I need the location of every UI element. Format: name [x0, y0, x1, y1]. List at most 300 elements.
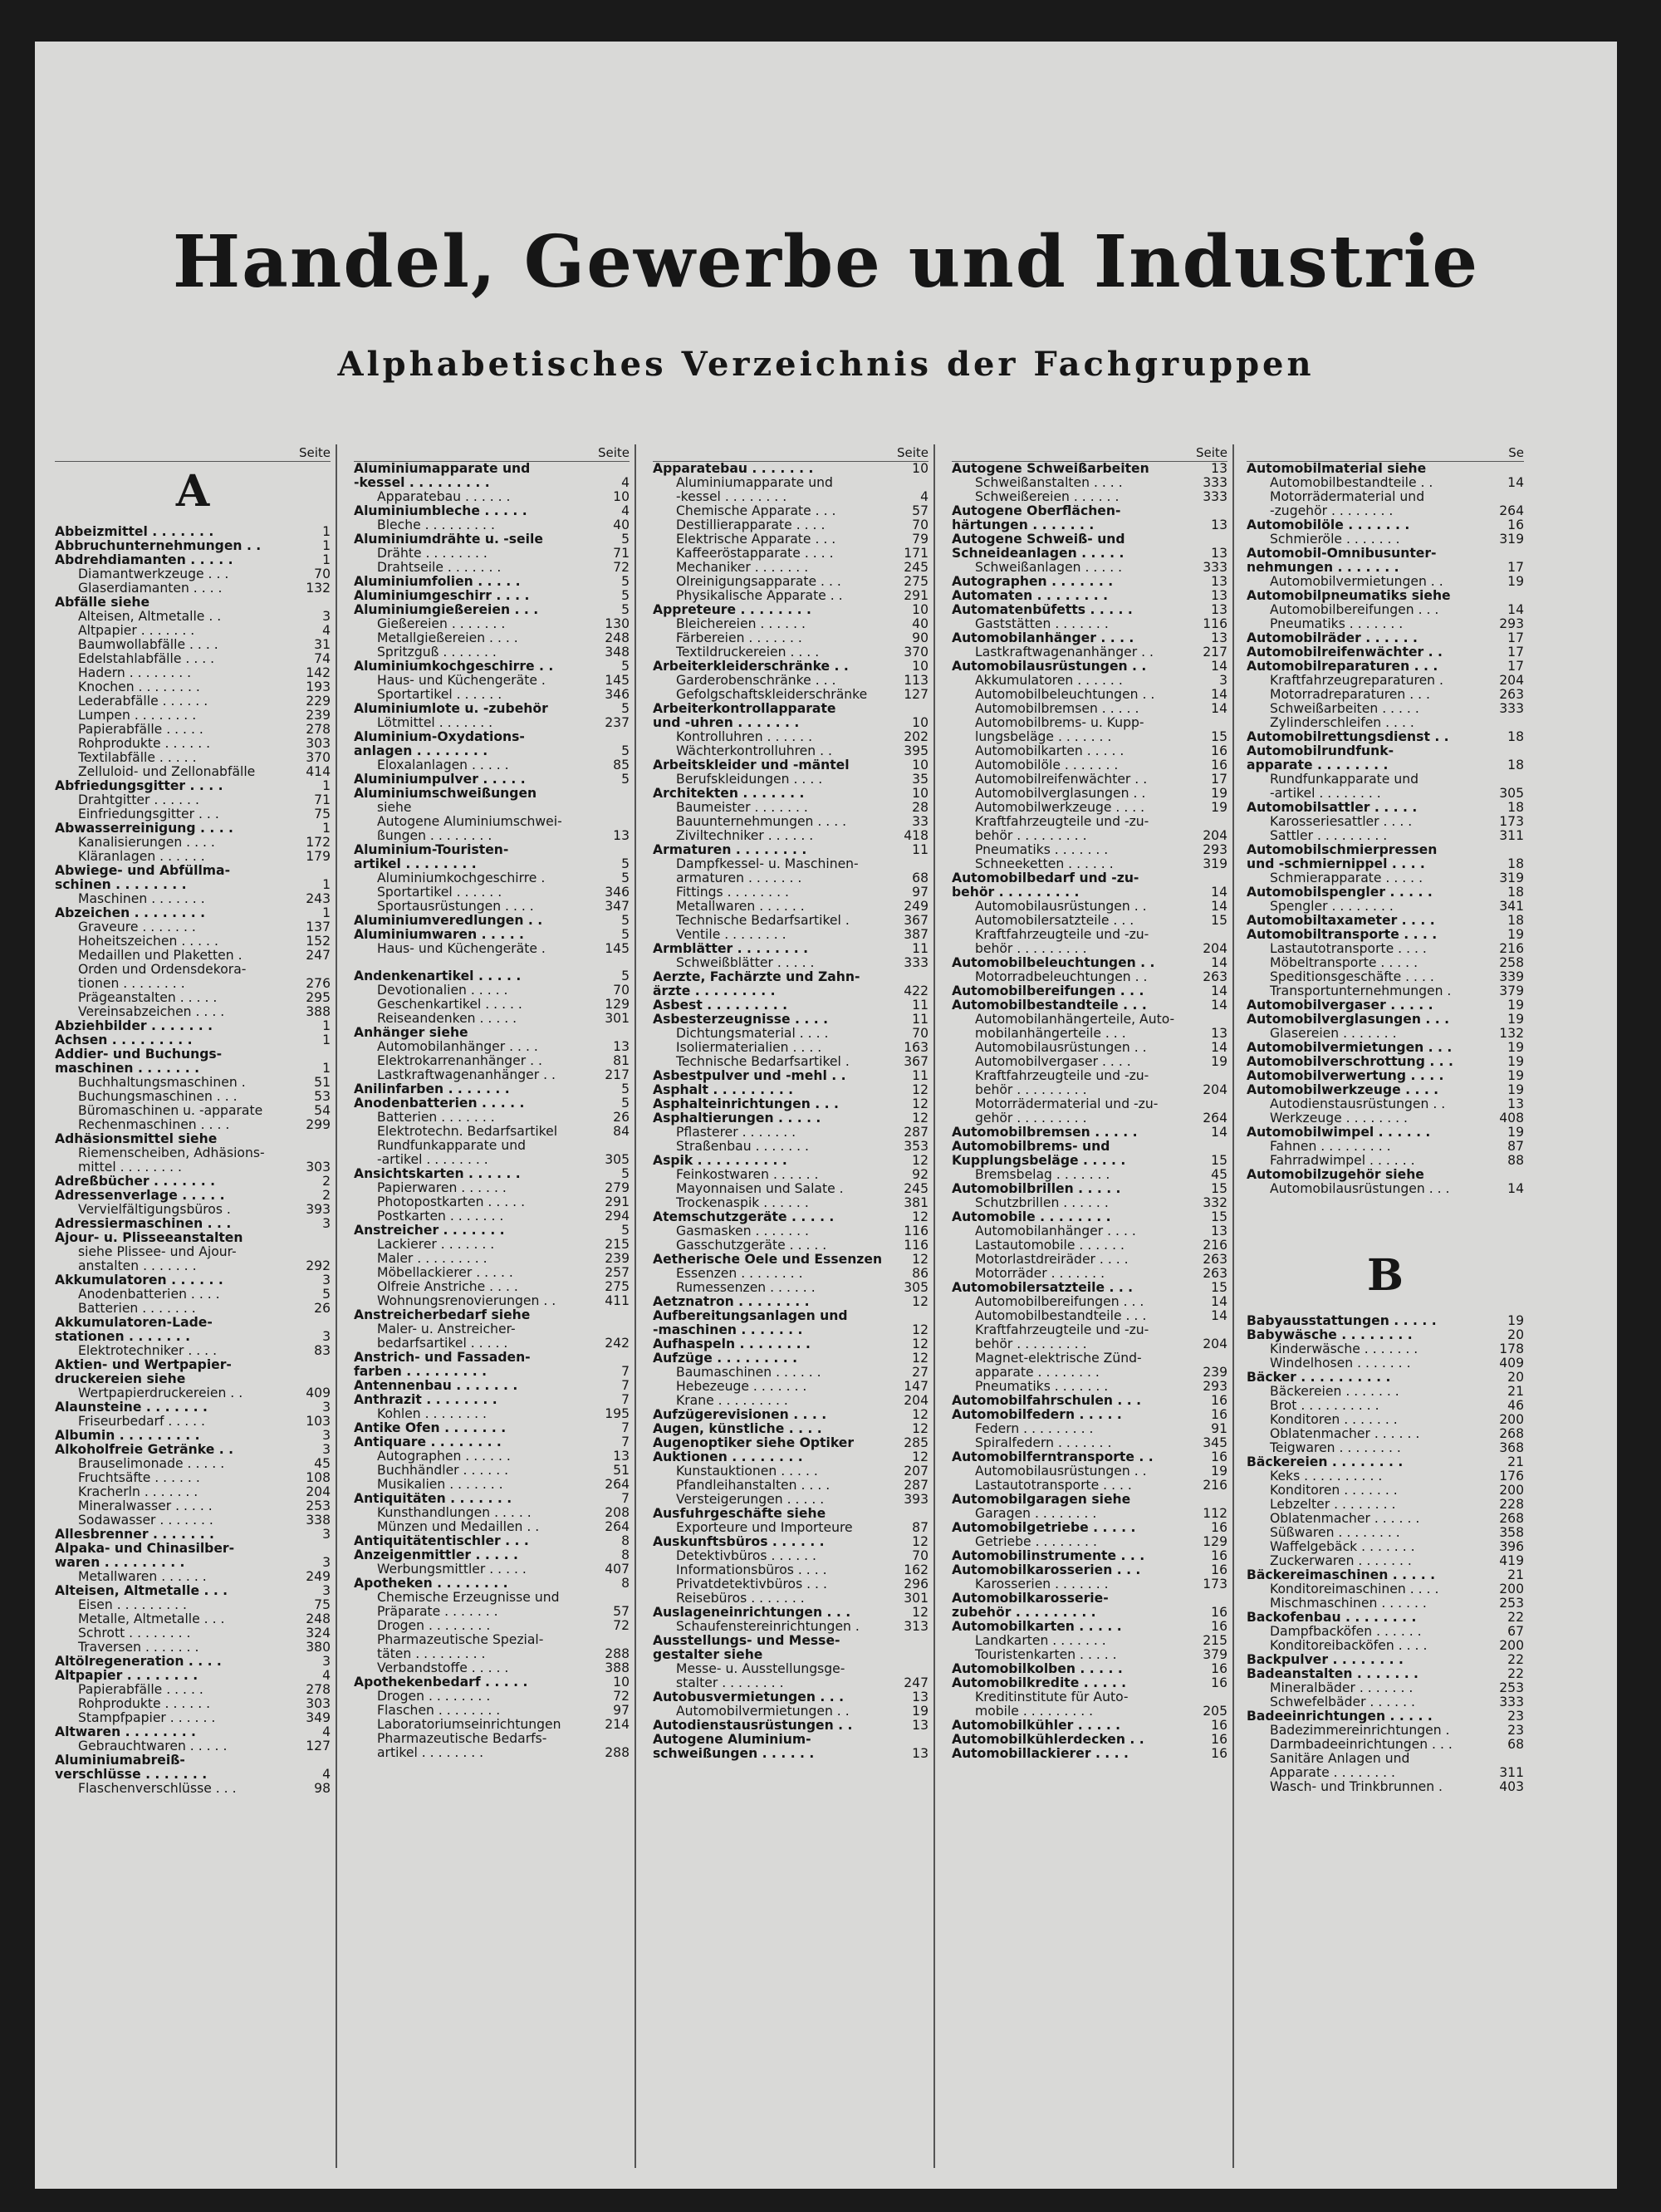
index-heading-entry: [952, 998, 1227, 1013]
index-sub-entry: [55, 1386, 331, 1400]
index-sub-entry: [354, 1294, 630, 1308]
index-heading-entry: [1247, 1069, 1524, 1083]
page-number: 18: [1507, 800, 1524, 815]
entry-label: Arbeitskleider und -mäntel: [653, 758, 850, 772]
page-number: 15: [1211, 729, 1227, 744]
entry-label: Automobilzugehör siehe: [1247, 1168, 1424, 1182]
entry-label: Automobilsattler . . . . .: [1247, 801, 1418, 815]
entry-label: Automobilrettungsdienst . .: [1247, 730, 1449, 744]
index-sub-entry: [952, 1436, 1227, 1450]
entry-label: Aufhaspeln . . . . . . . .: [653, 1337, 811, 1351]
page-number: 5: [621, 772, 630, 787]
index-sub-entry: [354, 674, 630, 688]
page-number: 1: [322, 524, 331, 539]
entry-label: Automobilausrüstungen . . .: [1270, 1182, 1450, 1196]
entry-label: Sanitäre Anlagen und: [1270, 1752, 1410, 1766]
index-sub-entry: [952, 1055, 1227, 1069]
index-sub-entry: [653, 1479, 928, 1493]
entry-label: Elektrokarrenanhänger . .: [377, 1054, 543, 1068]
page-number: 18: [1507, 758, 1524, 772]
page-number: 19: [1507, 1125, 1524, 1140]
page-number: 11: [912, 998, 928, 1013]
entry-label: Anhänger siehe: [354, 1026, 468, 1040]
entry-label: Dampfkessel- u. Maschinen-: [676, 857, 859, 871]
page-number: 5: [621, 969, 630, 983]
page-number: 1: [322, 538, 331, 553]
entry-label: Allesbrenner . . . . . . .: [55, 1528, 214, 1542]
index-sub-entry: [1247, 1766, 1524, 1780]
page-number: 12: [912, 1351, 928, 1366]
entry-label: Automobilbeleuchtungen . .: [952, 956, 1155, 970]
entry-label: Aluminiumfolien . . . . .: [354, 575, 521, 589]
page-number: 5: [621, 588, 630, 603]
page-number: 292: [306, 1258, 331, 1273]
entry-label: Photopostkarten . . . . .: [377, 1195, 526, 1209]
entry-label: Fahrradwimpel . . . . . .: [1270, 1154, 1415, 1168]
page-number: 20: [1507, 1327, 1524, 1342]
entry-label: Dichtungsmaterial . . . .: [676, 1027, 829, 1041]
index-heading-entry: [55, 1231, 331, 1245]
entry-label: Aktien- und Wertpapier-: [55, 1358, 232, 1372]
entry-label: Reisebüros . . . . . . .: [676, 1592, 805, 1606]
index-sub-entry: [55, 737, 331, 751]
index-heading-entry: [55, 1584, 331, 1598]
entry-label: lungsbeläge . . . . . . .: [975, 730, 1112, 744]
entry-label: Altpapier . . . . . . .: [78, 624, 195, 638]
entry-label: Buchhaltungsmaschinen .: [78, 1076, 246, 1090]
index-heading-entry: [653, 970, 928, 984]
page-number: 293: [1203, 842, 1227, 857]
index-sub-entry: [653, 645, 928, 660]
index-sub-entry: [952, 702, 1227, 716]
index-heading-entry: [354, 1308, 630, 1322]
entry-label: Magnet-elektrische Zünd-: [975, 1351, 1142, 1366]
page-number: 215: [605, 1237, 630, 1252]
entry-label: Augen, künstliche . . . .: [653, 1422, 822, 1436]
page-number: 305: [1499, 786, 1524, 801]
entry-label: Aluminiumgießereien . . .: [354, 603, 539, 617]
index-sub-entry: [952, 1238, 1227, 1253]
entry-label: Automobilferntransporte . .: [952, 1450, 1154, 1464]
page-number: 1: [322, 877, 331, 892]
page-number: 85: [613, 758, 630, 772]
page-number: 422: [904, 983, 928, 998]
page-number: 216: [1203, 1478, 1227, 1493]
page-number: 347: [605, 899, 630, 914]
index-sub-entry: [952, 1507, 1227, 1521]
page-number: 249: [904, 899, 928, 914]
page-number: 20: [1507, 1370, 1524, 1385]
entry-label: Bäckereien . . . . . . .: [1270, 1385, 1399, 1399]
index-heading-entry: [55, 906, 331, 920]
entry-label: Wertpapierdruckereien . .: [78, 1386, 243, 1400]
entry-label: Dampfbacköfen . . . . . .: [1270, 1625, 1422, 1639]
entry-label: Automobilverglasungen . . .: [1247, 1013, 1449, 1027]
page-number: 379: [1203, 1647, 1227, 1662]
entry-label: Sodawasser . . . . . . .: [78, 1513, 213, 1528]
entry-label: Wohnungsrenovierungen . .: [377, 1294, 556, 1308]
page-number: 204: [1203, 1082, 1227, 1097]
index-heading-entry: [1247, 1314, 1524, 1328]
index-heading-entry: [354, 1379, 630, 1393]
index-heading-entry: [55, 1556, 331, 1570]
entry-label: Feinkostwaren . . . . . .: [676, 1168, 819, 1182]
index-heading-entry: [354, 1675, 630, 1690]
index-sub-entry: [952, 744, 1227, 758]
page-number: 68: [912, 871, 928, 885]
entry-label: Kraftfahrzeugteile und -zu-: [975, 928, 1149, 942]
index-heading-entry: [653, 1309, 928, 1323]
entry-label: Kanalisierungen . . . .: [78, 836, 215, 850]
page-number: 116: [1203, 616, 1227, 631]
index-heading-entry: [354, 660, 630, 674]
entry-label: Exporteure und Importeure: [676, 1521, 853, 1535]
index-heading-entry: [1247, 1667, 1524, 1681]
page-number: 396: [1499, 1539, 1524, 1554]
page-number: 16: [1211, 1449, 1227, 1464]
entry-label: Ventile . . . . . . . .: [676, 928, 786, 942]
page-number: 268: [1499, 1511, 1524, 1526]
entry-label: -artikel . . . . . . . .: [1270, 787, 1381, 801]
index-heading-entry: [55, 1725, 331, 1739]
page-number: 248: [605, 630, 630, 645]
index-heading-entry: [653, 1295, 928, 1309]
entry-label: Atemschutzgeräte . . . . .: [653, 1210, 835, 1224]
entry-label: Autogene Oberflächen-: [952, 504, 1121, 518]
entry-label: Kunsthandlungen . . . . .: [377, 1506, 532, 1520]
entry-label: Batterien . . . . . . .: [377, 1111, 495, 1125]
entry-label: Schweißereien . . . . . .: [975, 490, 1120, 504]
page-number: 237: [605, 715, 630, 730]
page-number: 204: [306, 1484, 331, 1499]
entry-label: Fittings . . . . . . . .: [676, 885, 789, 900]
index-sub-entry: [55, 1570, 331, 1584]
page-number: 341: [1499, 899, 1524, 914]
page-number: 116: [904, 1238, 928, 1253]
page-number: 12: [912, 1407, 928, 1422]
entry-label: Autogene Aluminium-: [653, 1733, 811, 1747]
page-number: 152: [306, 934, 331, 949]
page-number: 288: [605, 1745, 630, 1760]
index-heading-entry: [952, 603, 1227, 617]
entry-label: Anstreicherbedarf siehe: [354, 1308, 531, 1322]
entry-label: verschlüsse . . . . . . .: [55, 1768, 208, 1782]
entry-label: Automobilersatzteile . . .: [975, 914, 1134, 928]
index-sub-entry: [952, 1196, 1227, 1210]
page-number: 264: [1499, 503, 1524, 518]
index-sub-entry: [354, 1181, 630, 1195]
entry-label: Lötmittel . . . . . . .: [377, 716, 493, 730]
entry-label: Vereinsabzeichen . . . .: [78, 1005, 225, 1019]
page-number: 84: [613, 1124, 630, 1139]
page-number: 5: [621, 871, 630, 885]
index-sub-entry: [1247, 1385, 1524, 1399]
page-number: 172: [306, 835, 331, 850]
page-number: 16: [1211, 1675, 1227, 1690]
page-number: 16: [1211, 1605, 1227, 1620]
index-heading-entry: [55, 1542, 331, 1556]
page-number: 5: [621, 602, 630, 617]
index-heading-entry: [653, 843, 928, 857]
entry-label: Abbeizmittel . . . . . . .: [55, 525, 214, 539]
page-number: 97: [613, 1703, 630, 1718]
page-number: 83: [314, 1343, 331, 1358]
page-number: 311: [1499, 1765, 1524, 1780]
page-number: 21: [1507, 1567, 1524, 1582]
index-sub-entry: [653, 1521, 928, 1535]
index-sub-entry: [1247, 617, 1524, 631]
page-number: 14: [1507, 1181, 1524, 1196]
page-number: 162: [904, 1562, 928, 1577]
entry-label: Karosseriesattler . . . .: [1270, 815, 1413, 829]
index-sub-entry: [952, 476, 1227, 490]
page-number: 14: [1211, 687, 1227, 702]
entry-label: Automatenbüfetts . . . . .: [952, 603, 1133, 617]
page-number: 1: [322, 778, 331, 793]
index-sub-entry: [653, 1563, 928, 1577]
index-sub-entry: [354, 1252, 630, 1266]
page-number: 19: [1507, 1040, 1524, 1055]
entry-label: Lackierer . . . . . . .: [377, 1238, 495, 1252]
index-sub-entry: [952, 970, 1227, 984]
page-number: 19: [1507, 1313, 1524, 1328]
index-heading-entry: [653, 716, 928, 730]
entry-label: Messe- u. Ausstellungsge-: [676, 1662, 845, 1676]
index-heading-entry: [55, 1528, 331, 1542]
index-sub-entry: [952, 787, 1227, 801]
page-number: 16: [1211, 1393, 1227, 1408]
entry-label: Zuckerwaren . . . . . . .: [1270, 1554, 1412, 1568]
page-number: 403: [1499, 1779, 1524, 1794]
entry-label: Möbellackierer . . . . .: [377, 1266, 513, 1280]
entry-label: Ziviltechniker . . . . . .: [676, 829, 814, 843]
entry-label: Aluminium-Oxydations-: [354, 730, 525, 744]
entry-label: -kessel . . . . . . . . .: [354, 476, 490, 490]
entry-label: Automobilinstrumente . . .: [952, 1549, 1145, 1563]
page-number: 1: [322, 552, 331, 567]
entry-label: Automobilbestandteile . .: [1270, 476, 1433, 490]
index-heading-entry: [653, 1154, 928, 1168]
index-heading-entry: [354, 504, 630, 518]
index-heading-entry: [55, 1372, 331, 1386]
page-number: 3: [322, 1442, 331, 1457]
index-heading-entry: [354, 914, 630, 928]
index-sub-entry: [952, 1013, 1227, 1027]
page-number: 353: [904, 1139, 928, 1154]
entry-label: Hadern . . . . . . . .: [78, 666, 192, 680]
page-number: 54: [314, 1103, 331, 1118]
index-heading-entry: [354, 1224, 630, 1238]
page-number: 228: [1499, 1497, 1524, 1512]
entry-label: Automobilöle . . . . . . .: [1247, 518, 1410, 532]
page-number: 418: [904, 828, 928, 843]
page-number: 12: [912, 1082, 928, 1097]
entry-label: gehör . . . . . . . . .: [975, 1111, 1087, 1126]
index-sub-entry: [354, 1746, 630, 1760]
entry-label: nehmungen . . . . . . .: [1247, 561, 1399, 575]
page-number: 409: [1499, 1356, 1524, 1371]
index-sub-entry: [1247, 942, 1524, 956]
column-header: Seite: [55, 444, 331, 462]
entry-label: Verbandstoffe . . . . .: [377, 1661, 509, 1675]
page-number: 3: [322, 1329, 331, 1344]
page-number: 2: [322, 1188, 331, 1203]
page-number: 3: [322, 1583, 331, 1598]
index-sub-entry: [354, 900, 630, 914]
entry-label: Lederabfälle . . . . . .: [78, 694, 208, 709]
entry-label: Apothekenbedarf . . . . .: [354, 1675, 528, 1690]
index-sub-entry: [55, 1118, 331, 1132]
entry-label: Motorradreparaturen . . .: [1270, 688, 1431, 702]
entry-label: Kohlen . . . . . . . .: [377, 1407, 487, 1421]
index-heading-entry: [1247, 1083, 1524, 1097]
entry-label: Metallgießereien . . . .: [377, 631, 518, 645]
index-sub-entry: [653, 1676, 928, 1690]
index-column-5: [1243, 444, 1529, 2168]
entry-label: Augenoptiker siehe Optiker: [653, 1436, 855, 1450]
entry-label: Automobilkühler . . . . .: [952, 1719, 1121, 1733]
entry-label: Altpapier . . . . . . . .: [55, 1669, 198, 1683]
index-sub-entry: [354, 801, 630, 815]
index-sub-entry: [653, 1592, 928, 1606]
entry-label: Buchungsmaschinen . . .: [78, 1090, 238, 1104]
page-number: 303: [306, 1160, 331, 1175]
entry-label: Flaschen . . . . . . . .: [377, 1704, 501, 1718]
index-heading-entry: [55, 1175, 331, 1189]
page-number: 46: [1507, 1398, 1524, 1413]
entry-label: Asphalteinrichtungen . . .: [653, 1097, 839, 1111]
index-sub-entry: [653, 1549, 928, 1563]
page-number: 17: [1507, 560, 1524, 575]
entry-label: mittel . . . . . . . .: [78, 1160, 182, 1175]
index-sub-entry: [55, 836, 331, 850]
entry-label: Drogen . . . . . . . .: [377, 1619, 491, 1633]
entry-label: Münzen und Medaillen . .: [377, 1520, 540, 1534]
page-number: 305: [605, 1152, 630, 1167]
entry-label: Pflasterer . . . . . . .: [676, 1126, 796, 1140]
entry-label: Alteisen, Altmetalle . .: [78, 610, 222, 624]
index-sub-entry: [1247, 1097, 1524, 1111]
page-number: 216: [1499, 941, 1524, 956]
entry-label: Asbesterzeugnisse . . . .: [653, 1013, 829, 1027]
index-sub-entry: [1247, 504, 1524, 518]
page-number: 13: [1211, 602, 1227, 617]
entry-label: Anodenbatterien . . . . .: [354, 1096, 525, 1111]
page-number: 17: [1507, 630, 1524, 645]
entry-label: behör . . . . . . . . .: [975, 1083, 1087, 1097]
index-sub-entry: [55, 991, 331, 1005]
index-heading-entry: [952, 1606, 1227, 1620]
entry-label: -maschinen . . . . . . .: [653, 1323, 803, 1337]
page-number: 22: [1507, 1652, 1524, 1667]
entry-label: härtungen . . . . . . .: [952, 518, 1095, 532]
entry-label: Keks . . . . . . . . . .: [1270, 1469, 1383, 1484]
entry-label: Darmbadeeinrichtungen . . .: [1270, 1738, 1453, 1752]
page-number: 13: [613, 1449, 630, 1464]
index-sub-entry: [1247, 787, 1524, 801]
entry-label: Lebzelter . . . . . . . .: [1270, 1498, 1396, 1512]
entry-label: Sportartikel . . . . . .: [377, 688, 502, 702]
index-sub-entry: [55, 1090, 331, 1104]
page-number: 217: [1203, 645, 1227, 660]
entry-label: Isoliermaterialien . . . .: [676, 1041, 822, 1055]
index-heading-entry: [354, 1577, 630, 1591]
page-number: 13: [1211, 517, 1227, 532]
index-heading-entry: [952, 532, 1227, 547]
index-sub-entry: [653, 1267, 928, 1281]
page-number: 5: [621, 743, 630, 758]
index-heading-entry: [55, 1047, 331, 1062]
index-sub-entry: [952, 843, 1227, 857]
page-number: 217: [605, 1067, 630, 1082]
page-number: 19: [1507, 574, 1524, 589]
entry-label: Baumeister . . . . . . .: [676, 801, 808, 815]
page-number: 86: [912, 1266, 928, 1281]
index-heading-entry: [1247, 518, 1524, 532]
page-number: 296: [904, 1577, 928, 1592]
page-number: 19: [1507, 927, 1524, 942]
index-sub-entry: [354, 1139, 630, 1153]
index-sub-entry: [653, 871, 928, 885]
entry-label: Anstrich- und Fassaden-: [354, 1351, 531, 1365]
entry-label: gestalter siehe: [653, 1648, 763, 1662]
index-heading-entry: [1247, 758, 1524, 772]
entry-label: Pharmazeutische Spezial-: [377, 1633, 544, 1647]
index-sub-entry: [354, 1704, 630, 1718]
index-sub-entry: [653, 532, 928, 547]
index-heading-entry: [952, 1450, 1227, 1464]
page-number: 13: [912, 1690, 928, 1704]
index-sub-entry: [653, 885, 928, 900]
entry-label: Abbruchunternehmungen . .: [55, 539, 262, 553]
entry-label: Motorrädermaterial und -zu-: [975, 1097, 1159, 1111]
index-sub-entry: [952, 1690, 1227, 1704]
entry-label: Lastautotransporte . . . .: [975, 1479, 1132, 1493]
page-number: 409: [306, 1386, 331, 1400]
index-sub-entry: [55, 1683, 331, 1697]
entry-label: Garagen . . . . . . . .: [975, 1507, 1097, 1521]
index-sub-entry: [653, 1577, 928, 1592]
page-number: 13: [1211, 461, 1227, 476]
index-sub-entry: [1247, 716, 1524, 730]
entry-label: Wasch- und Trinkbrunnen .: [1270, 1780, 1443, 1794]
entry-label: Aluminiumapparate und: [676, 476, 833, 490]
entry-label: Antennenbau . . . . . . .: [354, 1379, 518, 1393]
page-number: 17: [1507, 645, 1524, 660]
entry-label: mobilanhängerteile . . .: [975, 1027, 1126, 1041]
index-heading-entry: [952, 984, 1227, 998]
index-heading-entry: [952, 1394, 1227, 1408]
entry-label: Waffelgebäck . . . . . . .: [1270, 1540, 1415, 1554]
entry-label: Backofenbau . . . . . . . .: [1247, 1611, 1417, 1625]
page-number: 247: [306, 948, 331, 963]
entry-label: Lumpen . . . . . . . .: [78, 709, 197, 723]
index-sub-entry: [952, 1069, 1227, 1083]
index-heading-entry: [55, 1273, 331, 1287]
index-sub-entry: [952, 1253, 1227, 1267]
page-number: 51: [314, 1075, 331, 1090]
entry-label: Drahtgitter . . . . . .: [78, 793, 199, 807]
index-sub-entry: [653, 1027, 928, 1041]
index-heading-entry: [952, 1747, 1227, 1761]
index-sub-entry: [354, 998, 630, 1012]
page-number: 14: [1211, 1040, 1227, 1055]
index-heading-entry: [354, 1082, 630, 1096]
page-number: 176: [1499, 1469, 1524, 1484]
index-sub-entry: [55, 652, 331, 666]
entry-label: Automobilersatzteile . . .: [952, 1281, 1134, 1295]
page-number: 19: [1507, 998, 1524, 1013]
